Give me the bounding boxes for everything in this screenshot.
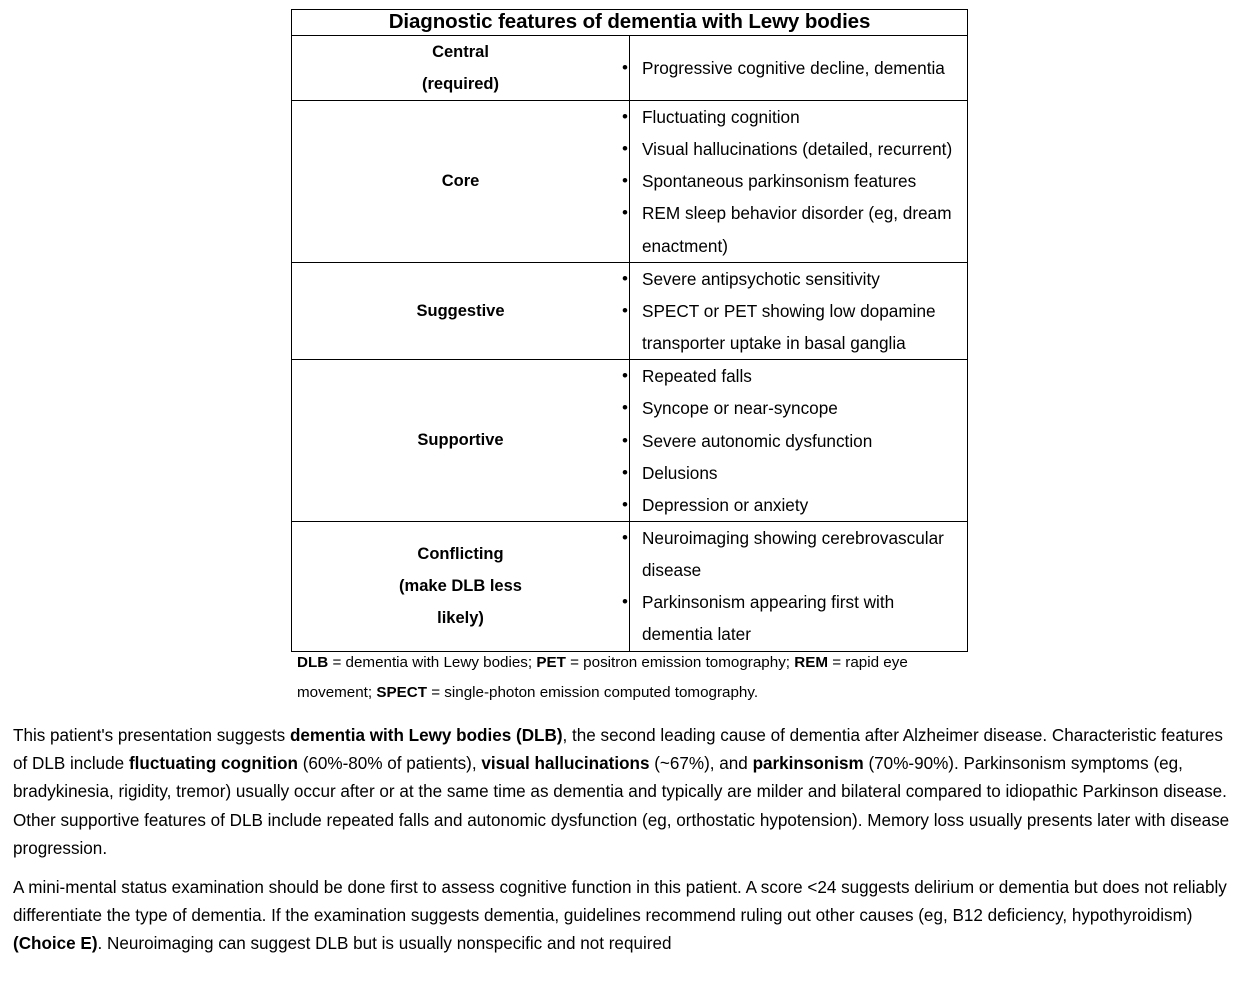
features-cell [630,360,968,522]
feature-list [630,263,967,359]
text-run: = dementia with Lewy bodies; [328,654,537,671]
features-cell [630,521,968,651]
table-row [292,35,968,100]
table-row [292,521,968,651]
features-cell [630,100,968,262]
text-run: (70%-90%). Parkinsonism symptoms (eg, bradykinesia, rigidity, tremor) usually occur after or at the same time as dementia and typically are milder and bilateral compared to idiopathic Parkinson disease. Other supportive features of DLB include repeated falls and autonomic dysfunction (eg, orthostatic hypotension). Memory loss usually presents later with disease progression. [13,754,1230,858]
feature-list-item: • Severe antipsychotic sensitivity [622,263,967,295]
features-cell [630,262,968,359]
bold-text-run: fluctuating cognition [128,754,298,774]
category-cell [292,100,630,262]
category-label-line: Core [441,172,480,191]
feature-list-item: • REM sleep behavior disorder (eg, dream enactment) [622,197,967,261]
text-run: = positron emission tomography; [565,654,795,671]
category-cell [292,521,630,651]
feature-list-item: • Visual hallucinations (detailed, recurrent) [622,133,967,165]
feature-list [630,522,967,651]
feature-list [630,52,967,84]
table-footnote [297,648,969,707]
table-row [292,360,968,522]
paragraph [13,874,1235,959]
paragraph [13,722,1235,863]
table-title: Diagnostic features of dementia with Lewy bodies [292,10,968,36]
feature-list-item: • Delusions [622,457,967,489]
features-cell [630,35,968,100]
diagnostic-features-table [291,9,968,652]
text-run: (60%-80% of patients), [297,754,482,774]
bold-text-run: (Choice E) [13,934,98,954]
category-cell [292,360,630,522]
category-label-line: (make DLB less [399,577,522,596]
bold-text-run: PET [536,654,566,671]
table-title-row [292,10,968,36]
feature-list-item: • SPECT or PET showing low dopamine transporter uptake in basal ganglia [622,295,967,359]
category-label-line: Central [432,42,489,61]
bold-text-run: SPECT [376,683,427,701]
feature-list-item: • Neuroimaging showing cerebrovascular disease [622,522,967,586]
feature-list-item: • Syncope or near-syncope [622,392,967,424]
bold-text-run: visual hallucinations [481,754,650,774]
feature-list-item: • Progressive cognitive decline, dementia [622,52,967,84]
bold-text-run: dementia with Lewy bodies (DLB) [289,726,563,745]
bold-text-run: REM [794,654,828,671]
table-row [292,100,968,262]
text-run: . Neuroimaging can suggest DLB but is usually nonspecific and not required [97,934,672,954]
category-cell [292,262,630,359]
feature-list-item: • Fluctuating cognition [622,101,967,133]
bold-text-run: DLB [297,654,329,671]
text-run: (~67%), and [649,754,753,774]
category-label-line: Supportive [417,431,504,450]
text-run: , the second leading cause of dementia after Alzheimer disease. Characteristic features of DLB include [13,726,1223,774]
explanation-body [13,722,1235,959]
text-run: = single-photon emission computed tomography. [426,683,759,701]
feature-list-item: • Repeated falls [622,360,967,392]
feature-list-item: • Depression or anxiety [622,489,967,521]
table-body [292,10,968,36]
text-run: This patient's presentation suggests [13,726,290,745]
category-label-line: likely) [437,609,484,628]
feature-list-item: • Parkinsonism appearing first with dementia later [622,586,967,650]
category-cell [292,35,630,100]
feature-list [630,360,967,521]
feature-list-item: • Spontaneous parkinsonism features [622,165,967,197]
text-run: A mini-mental status examination should be done first to assess cognitive function in this patient. A score <24 suggests delirium or dementia but does not reliably differentiate the type of dementia. If the examination suggests dementia, guidelines recommend ruling out other causes (eg, B12 deficiency, hypothyroidism) [13,878,1227,926]
feature-list-item: • Severe autonomic dysfunction [622,425,967,457]
category-label-line: Suggestive [416,301,505,320]
feature-list [630,101,967,262]
table-row [292,262,968,359]
category-label-line: Conflicting [417,545,504,564]
bold-text-run: parkinsonism [752,754,864,774]
table-rows [292,35,968,651]
text-run: = rapid eye movement; [297,654,908,701]
diagnostic-features-table-container [291,9,968,652]
category-label-line: (required) [421,74,499,93]
